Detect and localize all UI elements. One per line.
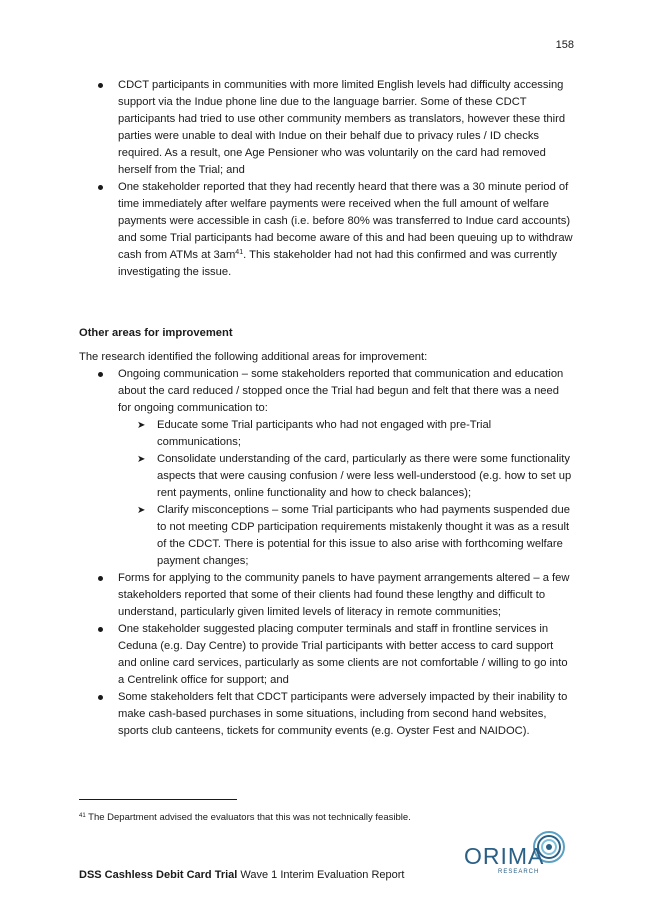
sub-list-item [118,417,575,451]
footer-title-rest: Wave 1 Interim Evaluation Report [237,869,405,881]
section-intro: The research identified the following additional areas for improvement: [79,351,428,363]
arrow-bullet-icon: ➤ [137,454,146,465]
list-item [79,570,575,621]
arrow-bullet-icon: ➤ [137,505,146,516]
bullet-icon [98,695,103,700]
list-item [79,621,575,689]
sub-list-item-text: Consolidate understanding of the card, particularly as there were some functionality aspects that were causing confusion / were less well-understood (e.g. how to set up rent payments, online functionality and how to check balances); [157,453,572,499]
bullet-icon [98,576,103,581]
list-item-text: CDCT participants in communities with more limited English levels had difficulty accessing support via the Indue phone line due to the language barrier. Some of these CDCT participants had tried to use other community members as translators, however these third parties were unable to deal with Indue on their behalf due to privacy rules / ID checks required. As a result, one Age Pensioner who was voluntarily on the card had removed herself from the Trial; and [118,79,566,176]
arrow-bullet-icon: ➤ [137,420,146,431]
bullet-icon [98,83,103,88]
sub-list [118,417,575,570]
list-item [79,689,575,740]
list-item [79,179,575,281]
list-item-text: One stakeholder reported that they had recently heard that there was a 30 minute period of time immediately after welfare payments were received when the full amount of welfare payments were accessible in cash (i.e. before 80% was transferred to Indue card accounts) and some Trial participants had become aware of this and had been queuing up to withdraw cash from ATMs at 3am [118,181,573,261]
list-item-text: Some stakeholders felt that CDCT participants were adversely impacted by their inability to make cash-based purchases in some situations, including from second hand websites, sports club canteens, tickets for community events (e.g. Oyster Fest and NAIDOC). [118,691,568,737]
bullet-icon [98,372,103,377]
footer-title-bold: DSS Cashless Debit Card Trial [79,869,238,881]
list-item-text: Ongoing communication – some stakeholders reported that communication and education about the card reduced / stopped once the Trial had begun and felt that there was a need for ongoing communication to: [118,368,564,414]
footnote [79,812,411,823]
sub-list-item-text: Clarify misconceptions – some Trial participants who had payments suspended due to not meeting CDP participation requirements mistakenly thought it was as a result of the CDCT. There is potential for this issue to also arise with forthcoming welfare payment changes; [157,504,570,567]
sub-list-item-text: Educate some Trial participants who had not engaged with pre-Trial communications; [157,419,492,448]
main-content [79,77,575,740]
bullet-list [79,77,575,281]
list-item [79,366,575,570]
orima-logo [464,830,574,878]
sub-list-item [118,502,575,570]
footer-report-title [79,869,404,881]
list-item-text-continued: . This stakeholder had not had this confirmed and was currently investigating the issue. [118,249,557,278]
page-number: 158 [555,39,574,51]
list-item-text: Forms for applying to the community panels to have payment arrangements altered – a few stakeholders reported that some of their clients had found these lengthy and difficult to understand, particularly given limited levels of literacy in remote communities; [118,572,570,618]
footnote-divider [79,799,237,800]
list-item [79,77,575,179]
improvement-list [79,366,575,740]
list-item-text: One stakeholder suggested placing computer terminals and staff in frontline services in Ceduna (e.g. Day Centre) to provide Trial participants with better access to card support and online card services, particularly as some clients are not comfortable / willing to go into a Centrelink office for support; and [118,623,568,686]
footnote-text: The Department advised the evaluators that this was not technically feasible. [85,812,411,823]
sub-list-item [118,451,575,502]
logo-wordmark: ORIMA [464,843,545,869]
section-heading: Other areas for improvement [79,327,233,339]
footnote-number: 41 [79,813,86,819]
bullet-icon [98,627,103,632]
logo-subtitle: RESEARCH [498,869,540,875]
footnote-reference[interactable]: 41 [235,249,244,256]
bullet-icon [98,185,103,190]
